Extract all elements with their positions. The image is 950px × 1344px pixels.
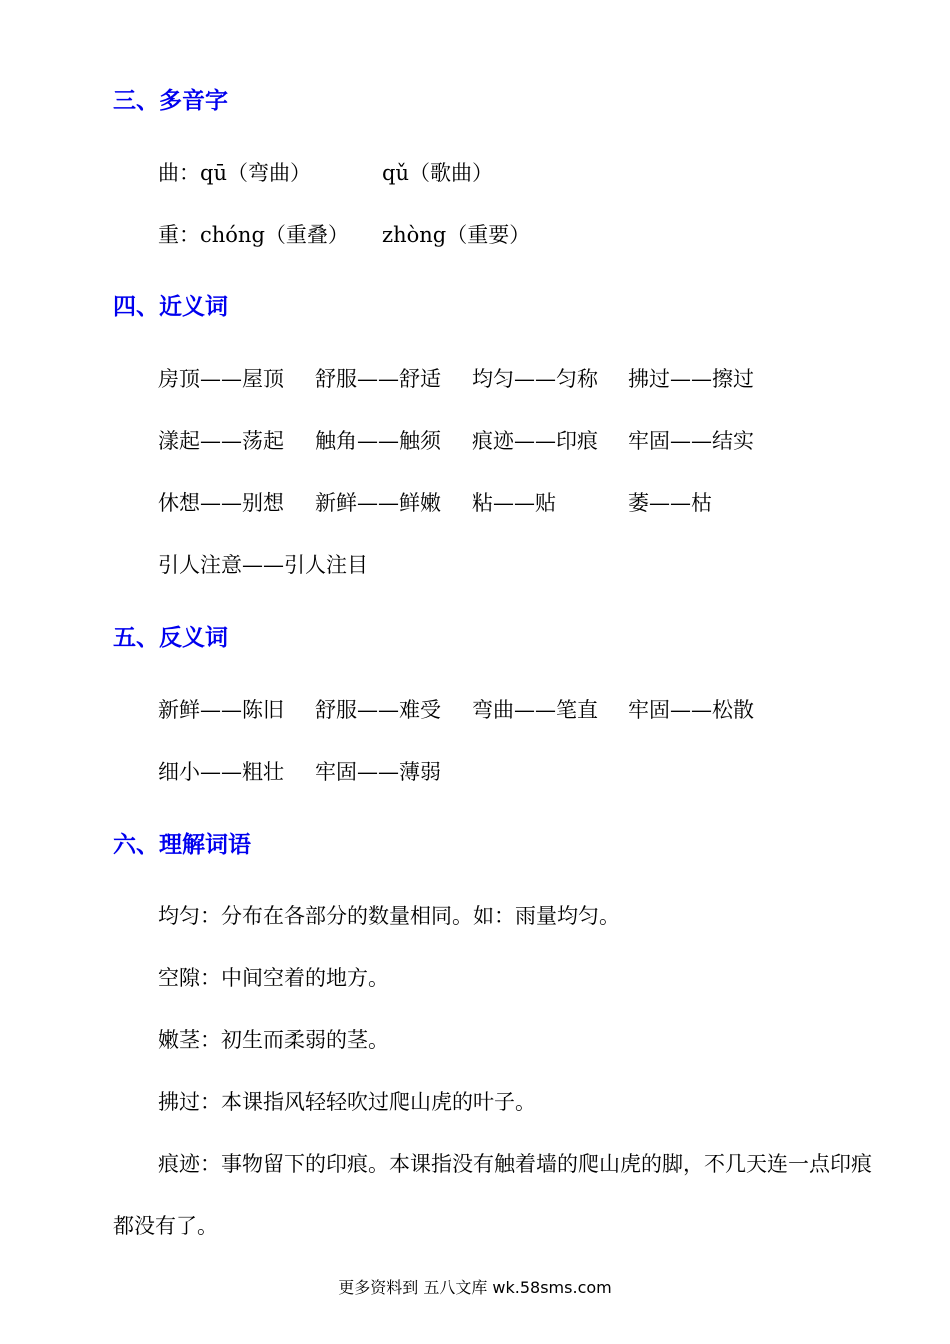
polyphone-entry: 曲：qū（弯曲） <box>158 161 311 185</box>
synonym-pair: 新鲜——鲜嫩 <box>315 491 441 515</box>
vocabulary-item: 痕迹：事物留下的印痕。本课指没有触着墙的爬山虎的脚，不几天连一点印痕都没有了。 <box>113 1152 872 1238</box>
synonym-pair: 均匀——匀称 <box>472 367 598 391</box>
polyphone-entry: zhòng（重要） <box>382 223 531 247</box>
synonym-pair: 拂过——擦过 <box>628 367 754 391</box>
antonym-pair: 牢固——薄弱 <box>315 760 441 784</box>
synonym-pair: 牢固——结实 <box>628 429 754 453</box>
antonym-pair: 细小——粗壮 <box>158 760 284 784</box>
section-heading-polyphones: 三、多音字 <box>113 88 228 114</box>
synonym-pair: 萎——枯 <box>628 491 712 515</box>
synonym-pair: 休想——别想 <box>158 491 284 515</box>
vocabulary-item: 均匀：分布在各部分的数量相同。如：雨量均匀。 <box>158 904 620 928</box>
synonym-pair: 舒服——舒适 <box>315 367 441 391</box>
synonym-pair: 漾起——荡起 <box>158 429 284 453</box>
synonym-pair: 粘——贴 <box>472 491 556 515</box>
antonym-pair: 新鲜——陈旧 <box>158 698 284 722</box>
section-heading-antonyms: 五、反义词 <box>113 625 228 651</box>
footer-link[interactable]: 更多资料到 五八文库 wk.58sms.com <box>338 1278 612 1297</box>
antonym-pair: 牢固——松散 <box>628 698 754 722</box>
synonym-pair: 痕迹——印痕 <box>472 429 598 453</box>
antonym-pair: 舒服——难受 <box>315 698 441 722</box>
vocabulary-item: 空隙：中间空着的地方。 <box>158 966 389 990</box>
vocabulary-item: 拂过：本课指风轻轻吹过爬山虎的叶子。 <box>158 1090 536 1114</box>
antonym-pair: 弯曲——笔直 <box>472 698 598 722</box>
polyphone-entry: qǔ（歌曲） <box>382 161 493 185</box>
section-heading-synonyms: 四、近义词 <box>113 294 228 320</box>
synonym-pair: 房顶——屋顶 <box>158 367 284 391</box>
synonym-pair: 触角——触须 <box>315 429 441 453</box>
polyphone-entry: 重：chóng（重叠） <box>158 223 349 247</box>
vocabulary-item: 嫩茎：初生而柔弱的茎。 <box>158 1028 389 1052</box>
synonym-pair: 引人注意——引人注目 <box>158 553 368 577</box>
section-heading-vocabulary: 六、理解词语 <box>113 832 251 858</box>
